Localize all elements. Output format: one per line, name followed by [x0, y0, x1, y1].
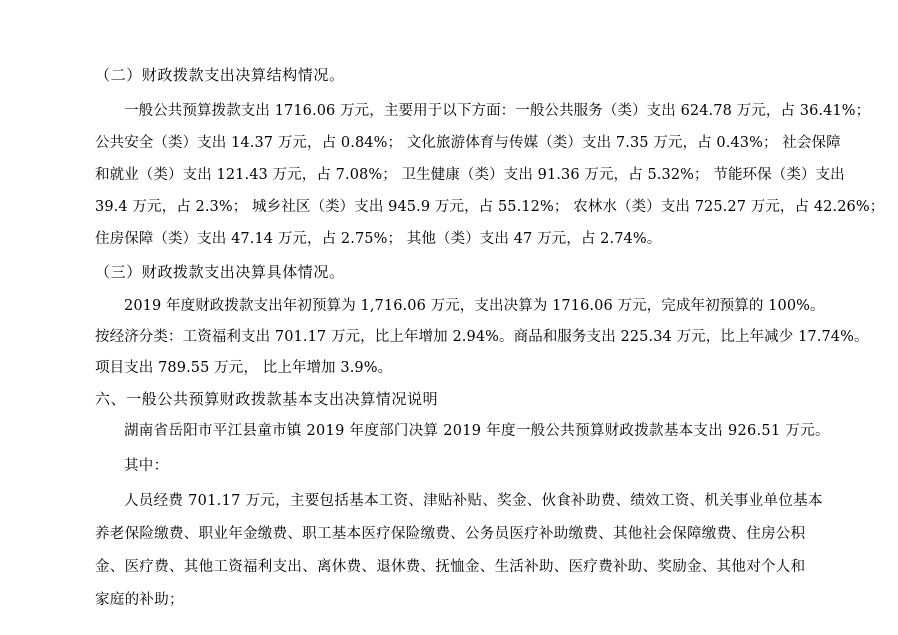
paragraph-line: 一般公共预算拨款支出 1716.06 万元，主要用于以下方面：一般公共服务（类）支出 624.78 万元，占 36.41%； — [124, 103, 871, 119]
paragraph-line: 家庭的补助； — [95, 592, 184, 608]
paragraph-line: 和就业（类）支出 121.43 万元，占 7.08%； 卫生健康（类）支出 91.36 万元，占 5.32%； 节能环保（类）支出 — [95, 167, 845, 183]
paragraph-line: 湖南省岳阳市平江县童市镇 2019 年度部门决算 2019 年度一般公共预算财政拨款基本支出 926.51 万元。 — [124, 423, 830, 439]
paragraph-line: 住房保障（类）支出 47.14 万元，占 2.75%； 其他（类）支出 47 万元，占 2.74%。 — [95, 231, 662, 247]
section-heading-2: （二）财政拨款支出决算结构情况。 — [95, 66, 345, 84]
section-heading-3: （三）财政拨款支出决算具体情况。 — [95, 263, 345, 281]
paragraph-line: 养老保险缴费、职业年金缴费、职工基本医疗保险缴费、公务员医疗补助缴费、其他社会保障缴费、住房公积 — [95, 526, 806, 542]
paragraph-line: 金、医疗费、其他工资福利支出、离休费、退休费、抚恤金、生活补助、医疗费补助、奖励金、其他对个人和 — [95, 559, 806, 575]
paragraph-line: 项目支出 789.55 万元， 比上年增加 3.9%。 — [95, 360, 393, 376]
paragraph-line: 2019 年度财政拨款支出年初预算为 1,716.06 万元，支出决算为 1716.06 万元，完成年初预算的 100%。 — [124, 298, 825, 314]
paragraph-line: 按经济分类：工资福利支出 701.17 万元，比上年增加 2.94%。商品和服务支出 225.34 万元，比上年减少 17.74%。 — [95, 329, 869, 345]
paragraph-line: 公共安全（类）支出 14.37 万元，占 0.84%； 文化旅游体育与传媒（类）支出 7.35 万元，占 0.43%； 社会保障 — [95, 135, 841, 151]
paragraph-line: 39.4 万元，占 2.3%； 城乡社区（类）支出 945.9 万元，占 55.12%； 农林水（类）支出 725.27 万元，占 42.26%； — [95, 199, 885, 215]
paragraph-line: 人员经费 701.17 万元，主要包括基本工资、津贴补贴、奖金、伙食补助费、绩效工资、机关事业单位基本 — [124, 493, 823, 509]
paragraph-line: 其中： — [124, 458, 169, 474]
section-heading-6: 六、一般公共预算财政拨款基本支出决算情况说明 — [95, 390, 439, 408]
